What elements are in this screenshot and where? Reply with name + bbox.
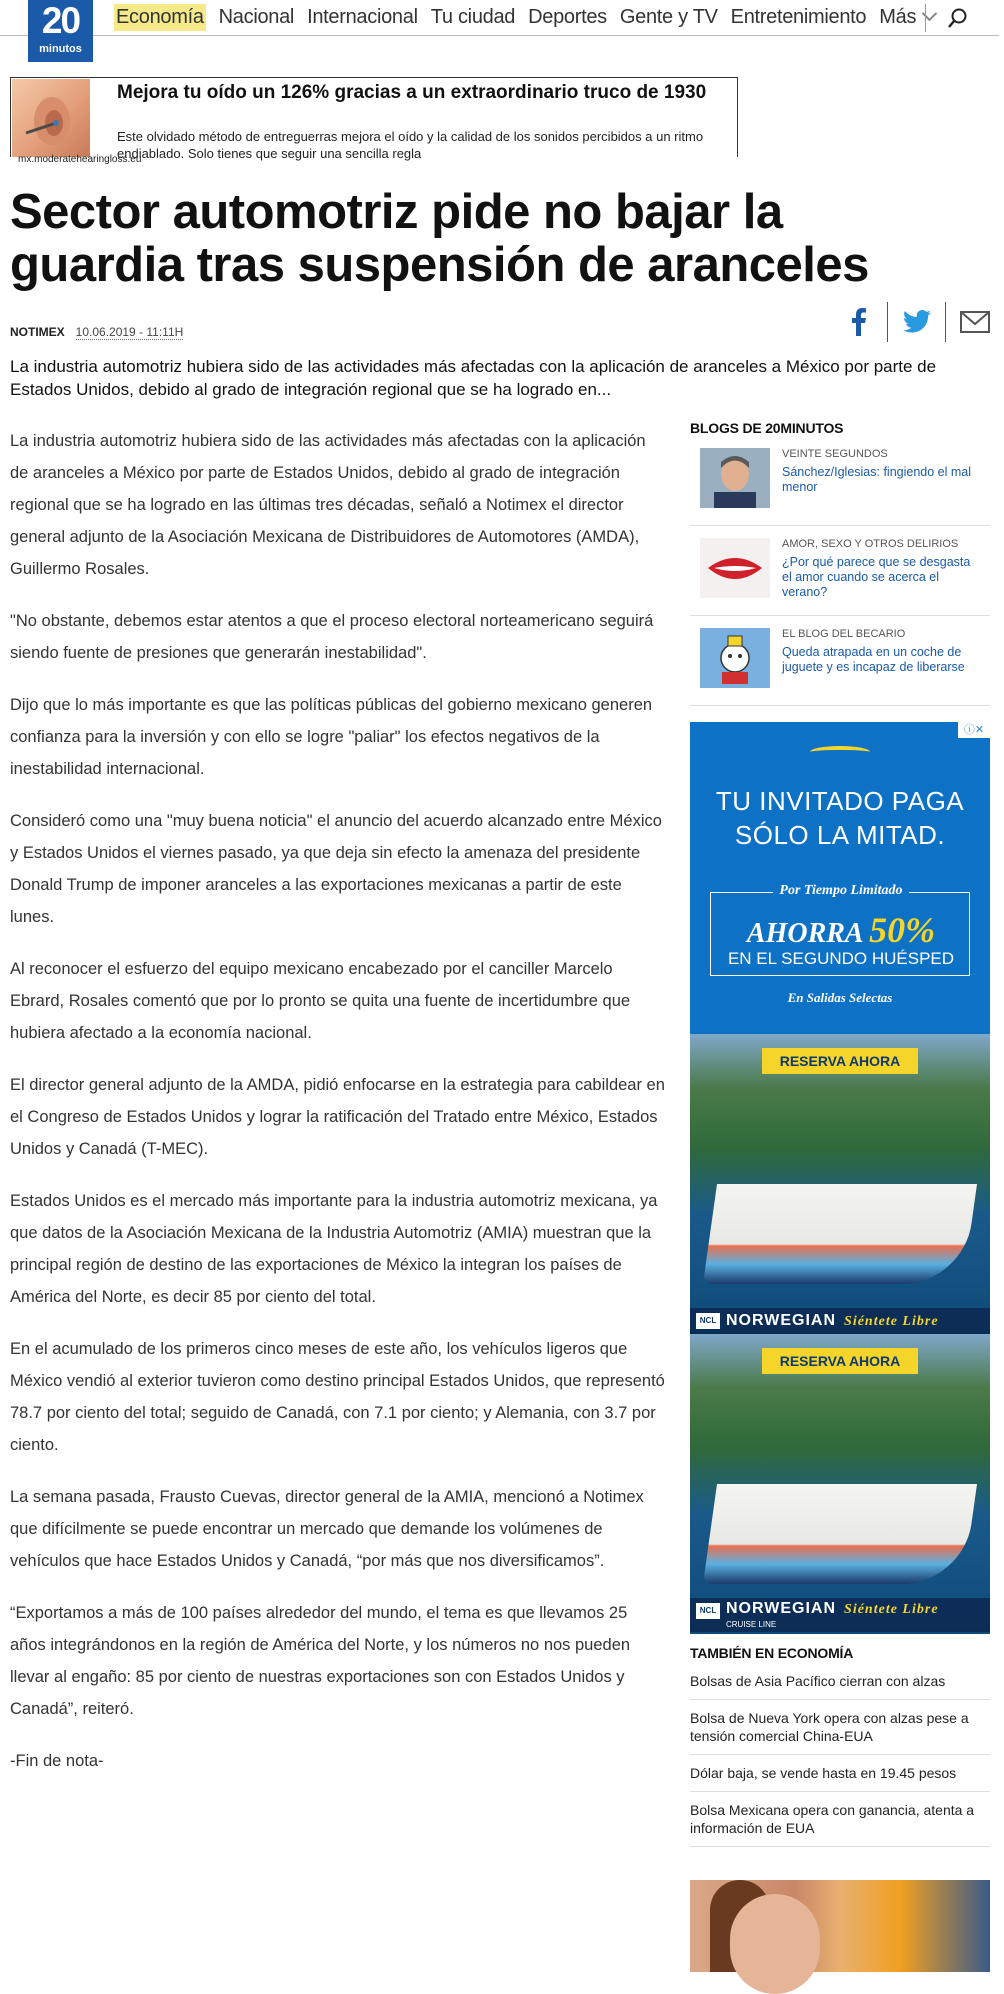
nav-more-label: Más <box>879 6 917 28</box>
ad-second-guest: EN EL SEGUNDO HUÉSPED <box>727 949 955 968</box>
article-author: NOTIMEX <box>10 325 65 339</box>
share-twitter[interactable] <box>888 302 946 342</box>
ad-description: Este olvidado método de entreguerras mejora el oído y la calidad de los sonidos percibidos a un ritmo endiablado. Solo tienes que seguir una sencilla regla <box>117 129 704 161</box>
ncl-logo: NCL <box>696 1313 720 1329</box>
share-bar <box>830 302 1004 342</box>
blog-author-photo <box>700 448 770 508</box>
reserve-button[interactable]: RESERVA AHORA <box>762 1348 918 1374</box>
article-end-note: -Fin de nota- <box>10 1752 104 1770</box>
blog-item[interactable] <box>690 526 990 616</box>
nav-item-tu-ciudad[interactable]: Tu ciudad <box>430 6 516 28</box>
article-paragraph: En el acumulado de los primeros cinco meses de este año, los vehículos ligeros que México vendió al exterior tuvieron como destino principal Estados Unidos, que representó 78.7 por ciento del total; seguido de Canadá, con 7.1 por ciento; y Alemania, con 3.7 por ciento. <box>10 1340 665 1454</box>
ad-save-line <box>711 909 971 951</box>
reserve-button[interactable]: RESERVA AHORA <box>762 1048 918 1074</box>
nav-item-mas[interactable] <box>879 4 935 31</box>
nav-item-entretenimiento[interactable]: Entretenimiento <box>730 6 867 28</box>
related-heading: TAMBIÉN EN ECONOMÍA <box>690 1645 854 1661</box>
ad-model-face <box>730 1894 820 1994</box>
bottom-sidebar-ad[interactable] <box>690 1880 990 1972</box>
ad-ear-image <box>12 79 90 157</box>
article-body <box>10 425 665 1797</box>
blog-category: EL BLOG DEL BECARIO <box>782 628 906 640</box>
ad-choices-icon[interactable]: ⓘ✕ <box>958 722 990 738</box>
blog-item[interactable] <box>690 616 990 706</box>
ad-title[interactable]: Mejora tu oído un 126% gracias a un extraordinario truco de 1930 <box>117 82 707 103</box>
share-facebook[interactable] <box>830 302 888 342</box>
blog-title[interactable]: ¿Por qué parece que se desgasta el amor cuando se acerca el verano? <box>782 555 971 599</box>
nav-item-nacional[interactable]: Nacional <box>218 6 295 28</box>
ad-ship-scene <box>690 1034 990 1334</box>
sidebar-cruise-ad[interactable] <box>690 722 990 1629</box>
byline <box>10 325 183 340</box>
ad-headline <box>690 784 990 852</box>
site-header <box>0 0 999 55</box>
search-icon[interactable] <box>947 7 969 29</box>
related-link[interactable]: Bolsa Mexicana opera con ganancia, atenta a información de EUA <box>690 1792 990 1847</box>
ad-limited-label <box>711 883 971 899</box>
blog-item[interactable] <box>690 436 990 526</box>
ad-promo-panel <box>690 722 990 1034</box>
article-paragraph: El director general adjunto de la AMDA, pidió enfocarse en la estrategia para cabildear en el Congreso de Estados Unidos y lograr la ratificación del Tratado entre México, Estados Unidos y Canadá (T-MEC). <box>10 1076 665 1158</box>
cruise-ship-image <box>703 1484 977 1584</box>
twitter-icon <box>903 310 931 334</box>
article-paragraph: “Exportamos a más de 100 países alrededor del mundo, el tema es que llevamos 25 años integrándonos en la región de América del Norte, y los números no nos pueden llevar al engaño: 85 por ciento de nuestras exportaciones son con Estados Unidos y Canadá”, reiteró. <box>10 1604 631 1718</box>
ad-ship-scene <box>690 1334 990 1634</box>
article-paragraph: La semana pasada, Frausto Cuevas, director general de la AMIA, mencionó a Notimex que difícilmente se puede encontrar un mercado que demande los volúmenes de vehículos que hace Estados Unidos y Canadá, “por más que nos diversificamos”. <box>10 1488 644 1570</box>
ad-limited-text: Por Tiempo Limitado <box>773 883 908 898</box>
article-paragraph: La industria automotriz hubiera sido de las actividades más afectadas con la aplicación de aranceles a México por parte de Estados Unidos, debido al grado de integración regional que se ha logrado en las últimas tres décadas, señaló a Notimex el director general adjunto de la Asociación Mexicana de Distribuidores de Automotores (AMDA), Guillermo Rosales. <box>10 432 646 578</box>
main-nav <box>114 4 948 31</box>
related-link[interactable]: Bolsa de Nueva York opera con alzas pese a tensión comercial China-EUA <box>690 1700 990 1755</box>
nav-item-deportes[interactable]: Deportes <box>528 6 607 28</box>
facebook-icon <box>851 308 867 336</box>
brand-slogan: Siéntete Libre <box>844 1602 939 1617</box>
ncl-logo: NCL <box>696 1603 720 1619</box>
ad-brand-bar <box>690 1598 990 1632</box>
article-paragraph: Consideró como una "muy buena noticia" el anuncio del acuerdo alcanzado entre México y Estados Unidos el viernes pasado, ya que deja sin efecto la amenaza del presidente Donald Trump de imponer aranceles a las exportaciones mexicanas a partir de este lunes. <box>10 812 662 926</box>
header-divider <box>925 4 926 32</box>
sidebar-blogs <box>690 420 990 706</box>
article-date: 10.06.2019 - 11:11H <box>75 325 184 339</box>
blog-lips-image <box>700 538 770 598</box>
blog-category: VEINTE SEGUNDOS <box>782 448 888 460</box>
logo-number: 20 <box>41 0 80 41</box>
blog-category: AMOR, SEXO Y OTROS DELIRIOS <box>782 538 959 550</box>
ad-headline-line-2: SÓLO LA MITAD. <box>734 820 946 850</box>
article-paragraph: Al reconocer el esfuerzo del equipo mexicano encabezado por el canciller Marcelo Ebrard, Rosales comentó que por lo pronto se quita una fuente de incertidumbre que hubiera afectado a la economía nacional. <box>10 960 631 1042</box>
ad-brand-bar <box>690 1308 990 1334</box>
nav-item-economia[interactable]: Economía <box>114 4 206 31</box>
ad-offer-box <box>710 883 970 976</box>
mail-icon <box>960 311 990 333</box>
brand-subtitle: CRUISE LINE <box>726 1620 777 1629</box>
brand-name: NORWEGIAN <box>726 1312 837 1329</box>
ad-headline-line-1: TU INVITADO PAGA <box>715 786 965 816</box>
ad-wave-logo <box>810 746 870 758</box>
logo-word: minutos <box>39 43 82 55</box>
ad-url[interactable]: mx.moderatehearingloss.eu <box>18 154 142 165</box>
article-paragraph: Dijo que lo más importante es que las políticas públicas del gobierno mexicano generen confianza para la inversión y con ello se logre "paliar" los efectos negativos de la inestabilidad internacional. <box>10 696 653 778</box>
cruise-ship-image <box>703 1184 977 1284</box>
related-economia <box>690 1645 990 1847</box>
nav-item-internacional[interactable]: Internacional <box>307 6 418 28</box>
ad-save-word: AHORRA <box>746 918 863 949</box>
blog-title[interactable]: Sánchez/Iglesias: fingiendo el mal menor <box>782 465 972 494</box>
ad-select-sailings: En Salidas Selectas <box>787 990 893 1005</box>
article-lead: La industria automotriz hubiera sido de las actividades más afectadas con la aplicación de aranceles a México por parte de Estados Unidos, debido al grado de integración regional que se ha logrado en... <box>10 357 937 399</box>
nav-item-gente-tv[interactable]: Gente y TV <box>619 6 718 28</box>
blog-cartoon-image <box>700 628 770 688</box>
brand-name: NORWEGIAN <box>726 1600 837 1617</box>
article-paragraph: "No obstante, debemos estar atentos a que el proceso electoral norteamericano seguirá siendo fuente de presiones que generarán inestabilidad". <box>10 612 654 662</box>
brand-slogan: Siéntete Libre <box>844 1314 939 1329</box>
blogs-heading: BLOGS DE 20MINUTOS <box>690 420 844 436</box>
ad-percent: 50% <box>869 910 936 950</box>
related-link[interactable]: Dólar baja, se vende hasta en 19.45 pesos <box>690 1755 990 1792</box>
share-email[interactable] <box>946 302 1004 342</box>
blog-title[interactable]: Queda atrapada en un coche de juguete y es incapaz de liberarse <box>782 645 965 674</box>
site-logo[interactable] <box>28 0 93 62</box>
related-link[interactable]: Bolsas de Asia Pacífico cierran con alzas <box>690 1663 990 1700</box>
article-paragraph: Estados Unidos es el mercado más importante para la industria automotriz mexicana, ya que datos de la Asociación Mexicana de la Industria Automotriz (AMIA) muestran que la principal región de destino de las exportaciones de México la integran los países de América del Norte, es decir 85 por ciento del total. <box>10 1192 658 1306</box>
article-title: Sector automotriz pide no bajar la guardia tras suspensión de aranceles <box>10 185 869 292</box>
